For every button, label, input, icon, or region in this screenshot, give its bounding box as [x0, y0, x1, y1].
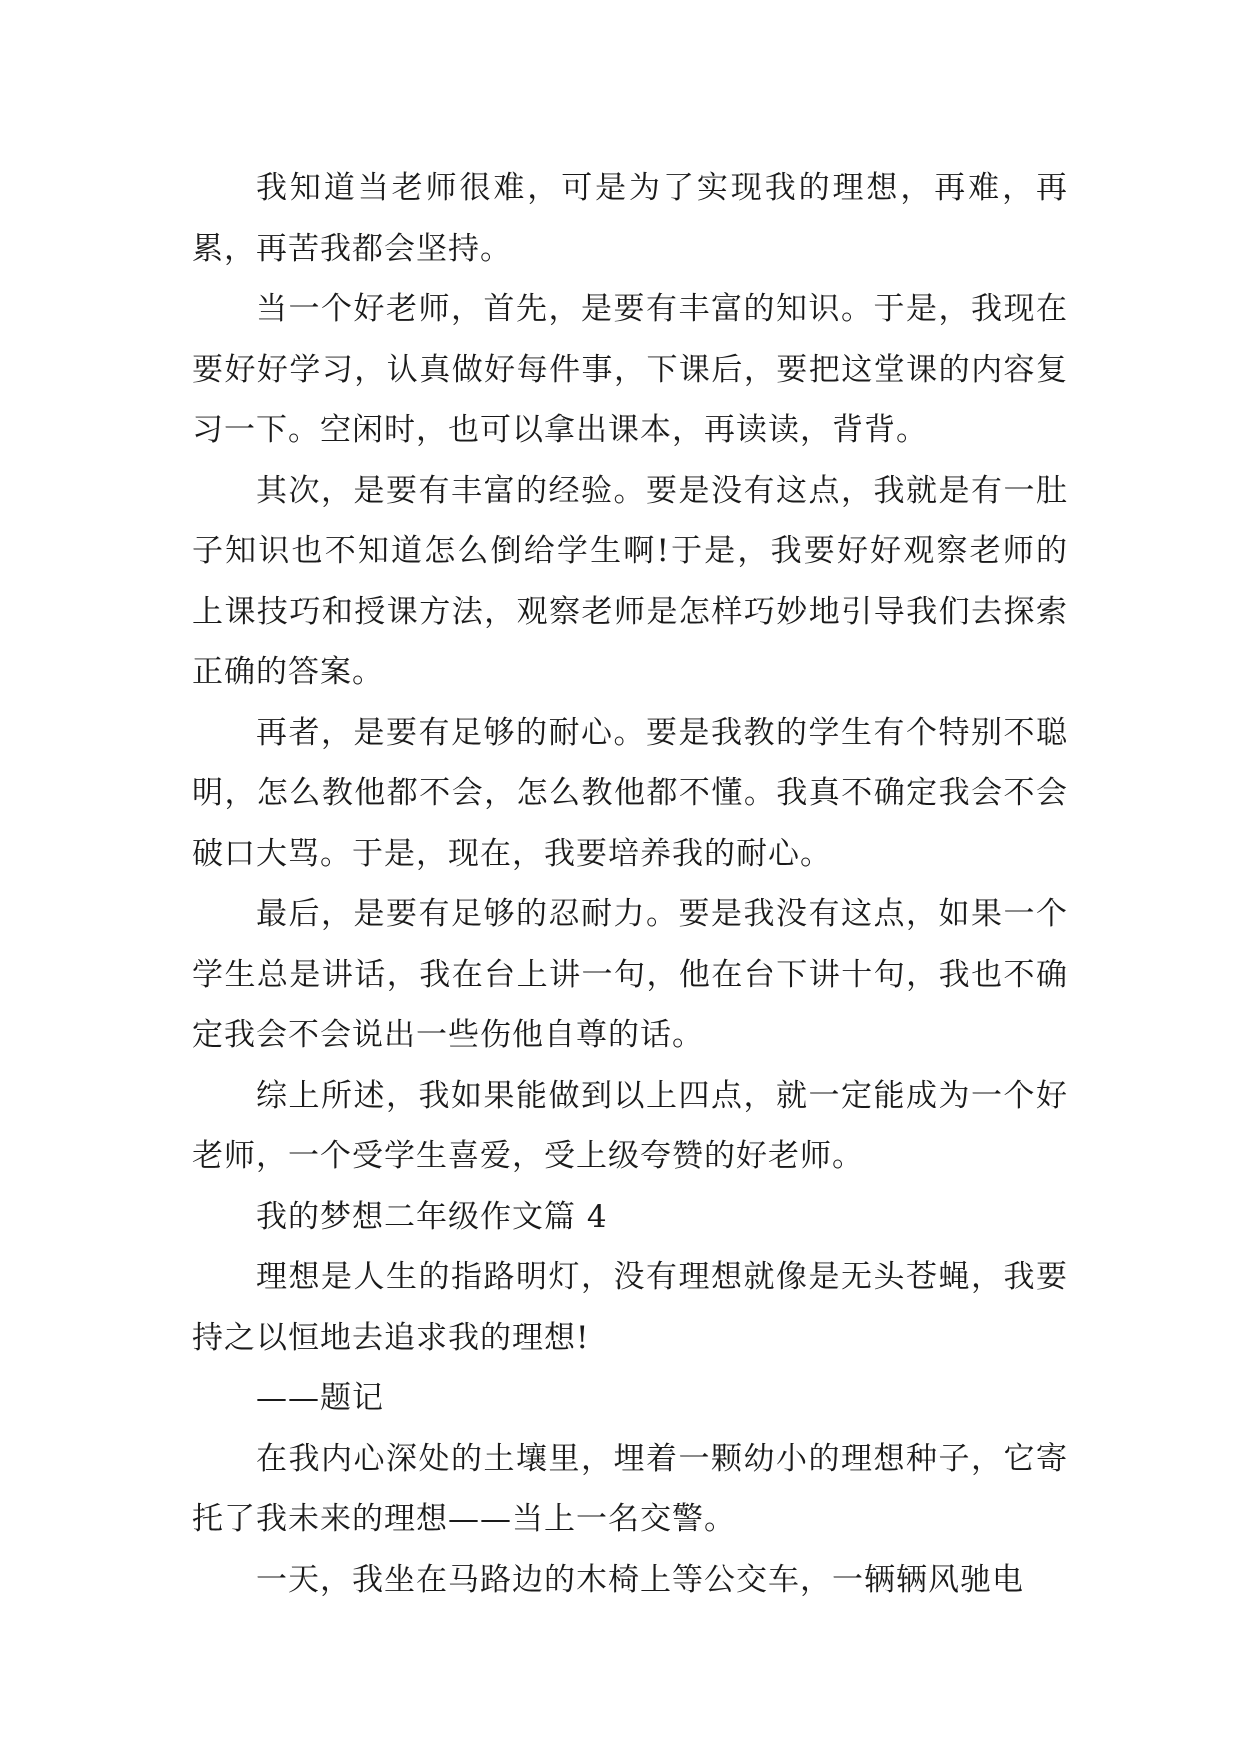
paragraph: 一天，我坐在马路边的木椅上等公交车，一辆辆风驰电 [256, 1561, 1024, 1598]
section-heading: 我的梦想二年级作文篇 4 [256, 1198, 608, 1235]
epigraph-attribution: ——题记 [256, 1380, 384, 1416]
paragraph: 综上所述，我如果能做到以上四点，就一定能成为一个好老师，一个受学生喜爱，受上级夸赞的好老师。 [192, 1077, 1068, 1174]
paragraph: 在我内心深处的土壤里，埋着一颗幼小的理想种子，它寄托了我未来的理想——当上一名交警。 [192, 1440, 1068, 1537]
paragraph: 我知道当老师很难，可是为了实现我的理想，再难，再累，再苦我都会坚持。 [192, 170, 1068, 267]
paragraph: 其次，是要有丰富的经验。要是没有这点，我就是有一肚子知识也不知道怎么倒给学生啊!于是，我要好好观察老师的上课技巧和授课方法，观察老师是怎样巧妙地引导我们去探索正确的答案。 [192, 472, 1068, 690]
paragraph: 当一个好老师，首先，是要有丰富的知识。于是，我现在要好好学习，认真做好每件事，下课后，要把这堂课的内容复习一下。空闲时，也可以拿出课本，再读读，背背。 [192, 291, 1068, 448]
paragraph: 理想是人生的指路明灯，没有理想就像是无头苍蝇，我要持之以恒地去追求我的理想! [192, 1259, 1068, 1356]
paragraph: 最后，是要有足够的忍耐力。要是我没有这点，如果一个学生总是讲话，我在台上讲一句，他在台下讲十句，我也不确定我会不会说出一些伤他自尊的话。 [192, 896, 1068, 1053]
paragraph: 再者，是要有足够的耐心。要是我教的学生有个特别不聪明，怎么教他都不会，怎么教他都不懂。我真不确定我会不会破口大骂。于是，现在，我要培养我的耐心。 [192, 714, 1068, 872]
document-body [192, 158, 1068, 1610]
